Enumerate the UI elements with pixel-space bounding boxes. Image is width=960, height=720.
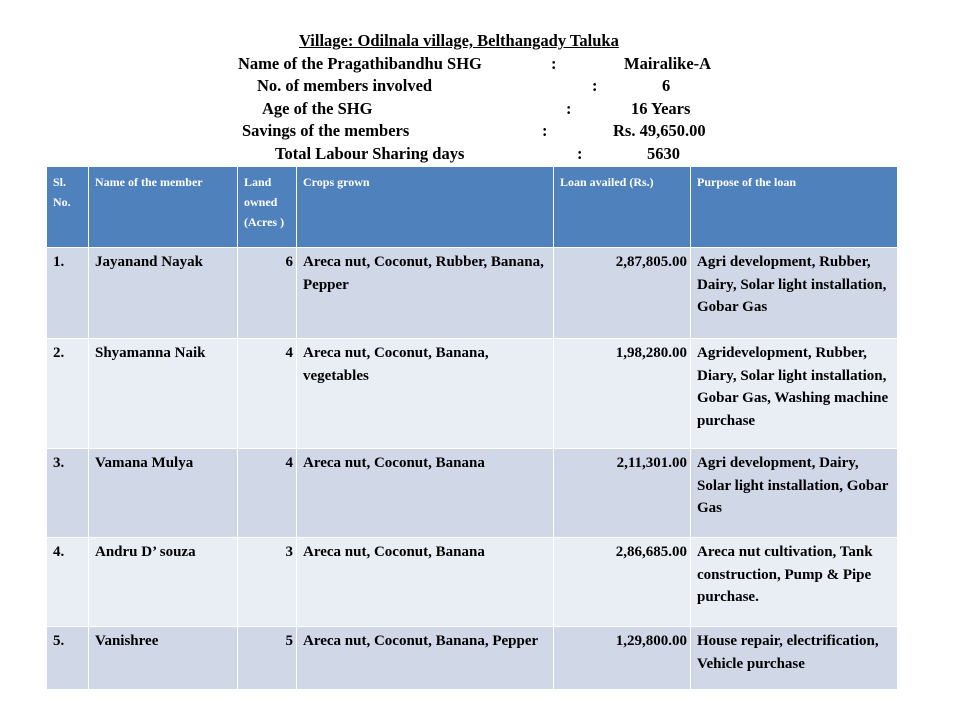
cell-land-owned: 5 [238,627,297,690]
cell-loan-purpose: House repair, electrification, Vehicle purchase [691,627,898,690]
age-line [0,98,960,121]
members-line [0,75,960,98]
col-member-name: Name of the member [89,167,238,248]
cell-loan-availed: 2,11,301.00 [554,449,691,538]
cell-sl-no: 2. [47,339,89,449]
savings-sep: : [542,121,548,140]
cell-crops-grown: Areca nut, Coconut, Rubber, Banana, Pepper [297,248,554,339]
savings-label: Savings of the members [242,121,410,140]
cell-land-owned: 4 [238,449,297,538]
members-value: 6 [662,76,671,95]
shg-name-line [0,53,960,76]
table-row [47,449,898,538]
labour-sep: : [577,143,583,163]
cell-member-name: Vanishree [89,627,238,690]
cell-crops-grown: Areca nut, Coconut, Banana [297,449,554,538]
page-title: Village: Odilnala village, Belthangady Taluka [299,31,619,50]
cell-crops-grown: Areca nut, Coconut, Banana, vegetables [297,339,554,449]
cell-crops-grown: Areca nut, Coconut, Banana, Pepper [297,627,554,690]
cell-sl-no: 5. [47,627,89,690]
cell-sl-no: 1. [47,248,89,339]
cell-crops-grown: Areca nut, Coconut, Banana [297,538,554,627]
table-header-row [47,167,898,248]
table-row [47,627,898,690]
cell-sl-no: 3. [47,449,89,538]
savings-line [0,120,960,143]
shg-name-label: Name of the Pragathibandhu SHG [238,53,482,73]
table-row [47,339,898,449]
cell-land-owned: 6 [238,248,297,339]
cell-member-name: Jayanand Nayak [89,248,238,339]
savings-value: Rs. 49,650.00 [613,121,706,140]
labour-label: Total Labour Sharing days [275,143,465,163]
members-table [46,166,898,690]
title-line [0,30,960,53]
cell-member-name: Andru D’ souza [89,538,238,627]
col-loan-purpose: Purpose of the loan [691,167,898,248]
cell-member-name: Vamana Mulya [89,449,238,538]
col-crops-grown: Crops grown [297,167,554,248]
col-sl-no: Sl. No. [47,167,89,248]
labour-line [0,143,960,166]
cell-loan-availed: 1,98,280.00 [554,339,691,449]
table-row [47,538,898,627]
cell-land-owned: 4 [238,339,297,449]
age-sep: : [566,98,572,118]
col-land-owned: Land owned (Acres ) [238,167,297,248]
members-sep: : [592,76,598,95]
shg-summary [0,30,960,165]
age-label: Age of the SHG [262,98,373,118]
cell-member-name: Shyamanna Naik [89,339,238,449]
age-value: 16 Years [631,98,691,118]
shg-name-value: Mairalike-A [624,53,712,73]
members-label: No. of members involved [257,76,433,95]
cell-loan-purpose: Agri development, Dairy, Solar light installation, Gobar Gas [691,449,898,538]
col-loan-availed: Loan availed (Rs.) [554,167,691,248]
cell-land-owned: 3 [238,538,297,627]
cell-loan-purpose: Agri development, Rubber, Dairy, Solar light installation, Gobar Gas [691,248,898,339]
cell-loan-availed: 2,87,805.00 [554,248,691,339]
cell-sl-no: 4. [47,538,89,627]
labour-value: 5630 [647,143,680,163]
cell-loan-availed: 2,86,685.00 [554,538,691,627]
cell-loan-purpose: Areca nut cultivation, Tank construction, Pump & Pipe purchase. [691,538,898,627]
table-row [47,248,898,339]
cell-loan-availed: 1,29,800.00 [554,627,691,690]
cell-loan-purpose: Agridevelopment, Rubber, Diary, Solar light installation, Gobar Gas, Washing machine purchase [691,339,898,449]
shg-name-sep: : [551,53,557,73]
